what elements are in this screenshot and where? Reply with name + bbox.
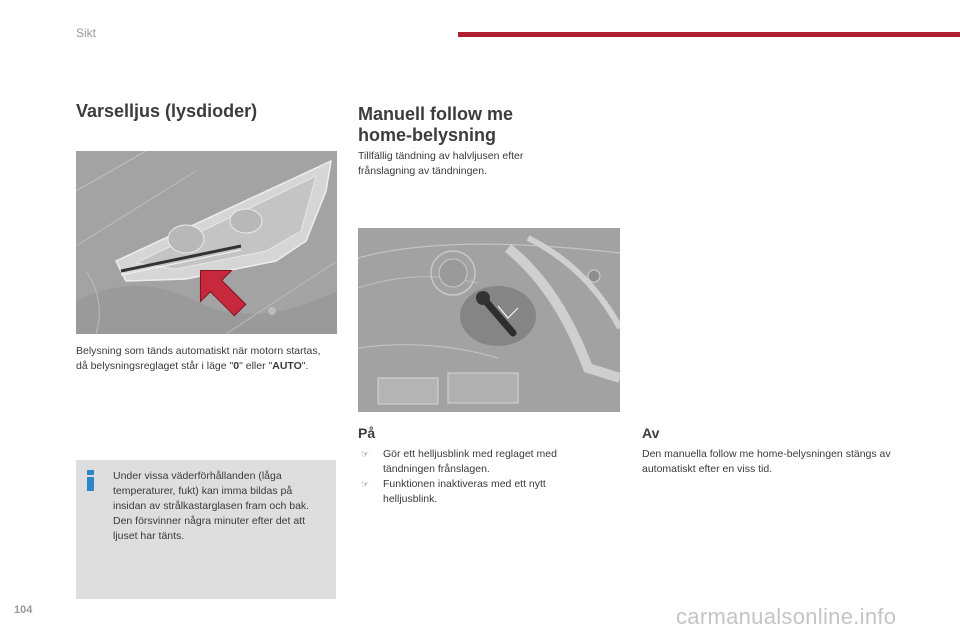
- daytime-lights-title: Varselljus (lysdioder): [76, 101, 258, 121]
- pointing-finger-icon: ☞: [361, 449, 370, 459]
- list-item-text: Funktionen inaktiveras med ett nytt helljusblink.: [383, 478, 546, 505]
- daytime-lights-description: [76, 344, 334, 374]
- list-item: [361, 477, 601, 507]
- off-description: Den manuella follow me home-belysningen stängs av automatiskt efter en viss tid.: [642, 448, 891, 475]
- info-icon: [85, 470, 96, 491]
- follow-me-title: [358, 104, 513, 146]
- pointing-finger-icon: ☞: [361, 479, 370, 489]
- header-accent-bar: [458, 32, 960, 37]
- info-text: Under vissa väderförhållanden (låga temperaturer, fukt) kan imma bildas på insidan av strålkastarglasen fram och bak. Den försvinner några minuter efter det att ljuset har tänts.: [113, 470, 310, 542]
- follow-me-title-line1: Manuell follow me: [358, 104, 514, 124]
- list-item-text: Gör ett helljusblink med reglaget med tändningen frånslagen.: [383, 448, 557, 475]
- position-auto: AUTO: [272, 360, 302, 372]
- section-label: Sikt: [76, 26, 97, 40]
- steering-stalk-illustration: [358, 228, 620, 412]
- desc-text: " eller ": [239, 360, 273, 372]
- watermark: carmanualsonline.info: [676, 604, 897, 629]
- info-box: [76, 460, 336, 599]
- desc-text: Belysning som tänds automatiskt när motorn startas, då belysningsreglaget står i läge ": [76, 345, 321, 372]
- desc-text: ".: [301, 360, 309, 372]
- position-zero: 0: [233, 360, 240, 372]
- headlamp-illustration: [76, 151, 337, 334]
- follow-me-title-line2: home-belysning: [358, 125, 497, 145]
- off-heading: Av: [642, 425, 660, 441]
- on-steps-list: [361, 447, 601, 507]
- follow-me-intro: Tillfällig tändning av halvljusen efter frånslagning av tändningen.: [358, 150, 524, 177]
- list-item: [361, 447, 601, 477]
- on-heading: På: [358, 425, 376, 441]
- page-number: 104: [14, 604, 33, 616]
